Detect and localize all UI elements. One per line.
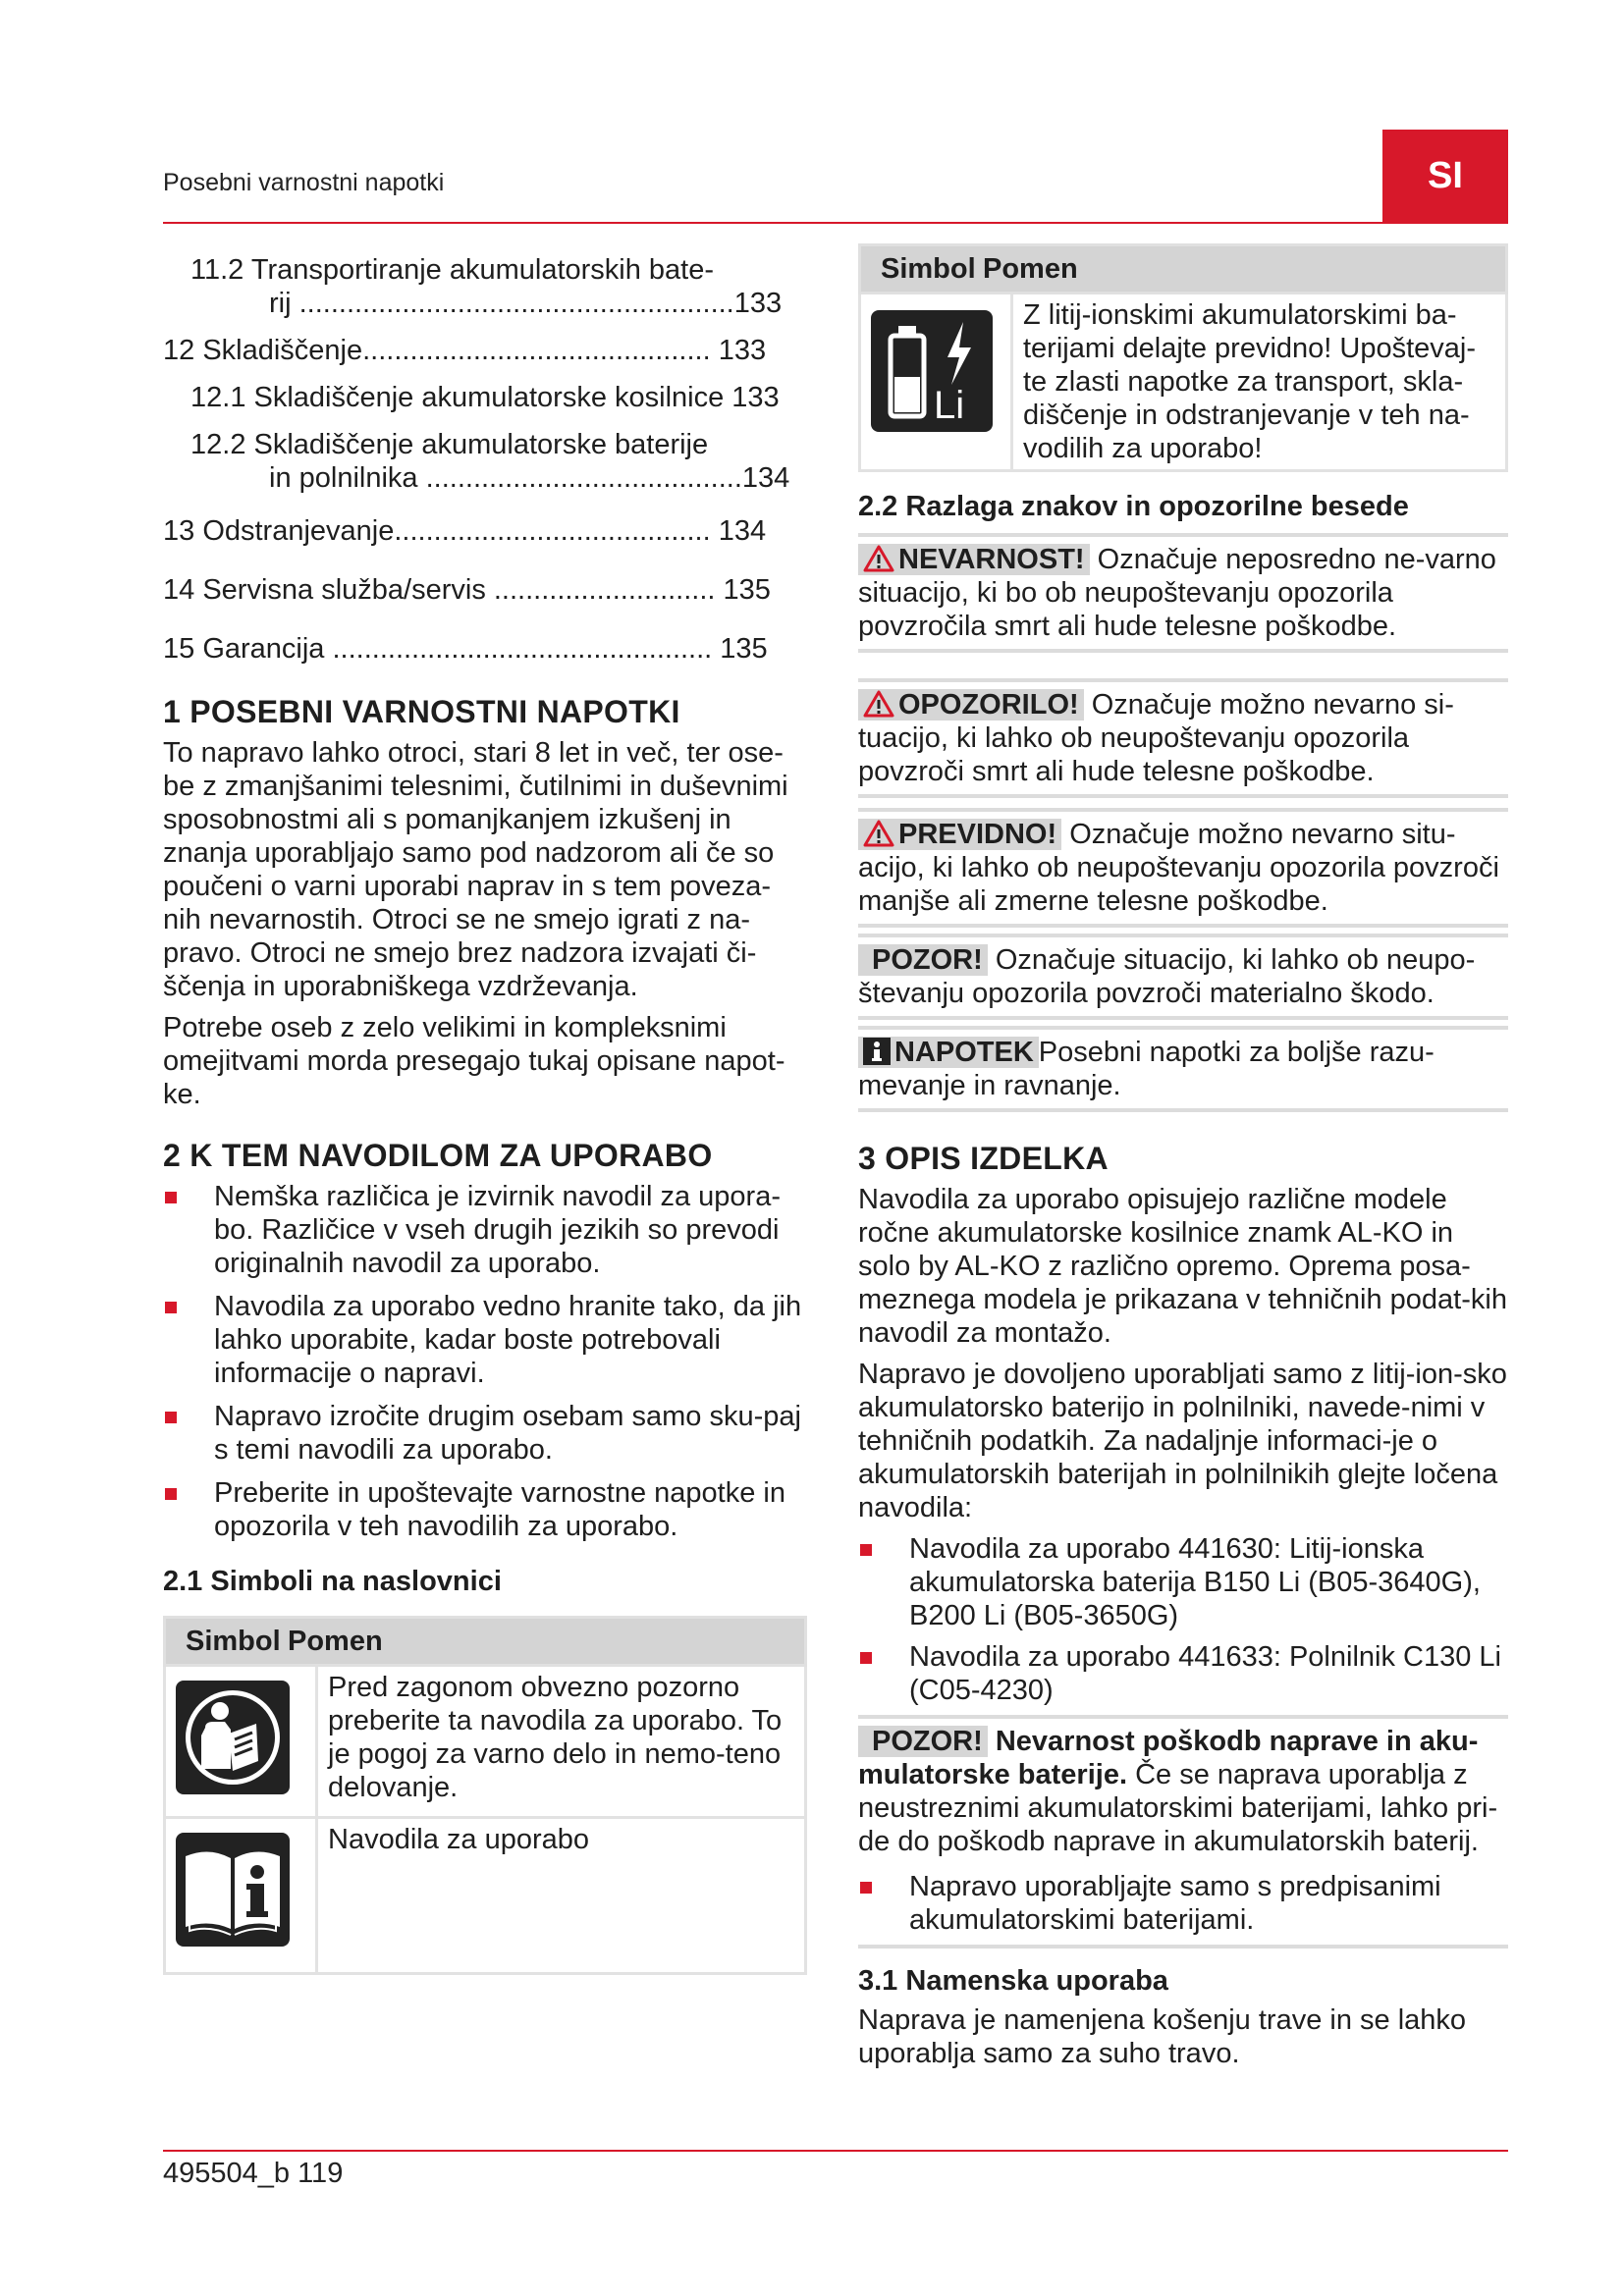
- info-icon: [863, 1038, 891, 1065]
- section-heading-3: 3 OPIS IZDELKA: [858, 1141, 1109, 1176]
- warning-block: [858, 678, 1508, 798]
- symbol-cell: [165, 1818, 317, 1974]
- section-1-paragraph-1: To napravo lahko otroci, stari 8 let in več, ter ose-be z zmanjšanimi telesnimi, čutilnimi in duševnimi sposobnostmi ali s pomanjkanjem izkušenj in znanja uporabljajo samo pod nadzorom ali če so poučeni o varni uporabi naprav in s tem poveza-nih nevarnostih. Otroci se ne smejo igrati z na-pravo. Otroci ne smejo brez nadzora izvajati či-ščenja in uporabniškega vzdrževanja.: [163, 737, 788, 1002]
- notice-description: Če se naprava uporablja z neustreznimi akumulatorskimi baterijami, lahko pri-de do poškodb naprave in akumulatorskih baterij.: [858, 1759, 1498, 1857]
- footer-page-info: 495504_b 119: [163, 2158, 344, 2189]
- column-header-meaning: Pomen: [983, 253, 1078, 285]
- caution-label: PREVIDNO!: [858, 819, 1061, 850]
- table-header-row: [165, 1618, 806, 1666]
- note-block: [858, 1026, 1508, 1112]
- list-item: Preberite in upoštevajte varnostne napotke in opozorila v teh navodilih za uporabo.: [163, 1476, 807, 1543]
- table-of-contents: [163, 253, 807, 666]
- battery-icon-label: Li: [934, 384, 965, 427]
- symbol-cell: [165, 1666, 317, 1818]
- toc-entry-11-2[interactable]: 11.2 Transportiranje akumulatorskih bate- rij .......................................................133: [190, 254, 783, 319]
- list-item: Napravo izročite drugim osebam samo sku-paj s temi navodili za uporabo.: [163, 1400, 807, 1467]
- section-3-paragraph-2: Napravo je dovoljeno uporabljati samo z litij-ion-sko akumulatorsko baterijo in polnilniki, navede-nimi v tehničnih podatkih. Za nadaljnje informaci-je o akumulatorskih baterijah in polnilnikih glejte ločena navodila:: [858, 1359, 1507, 1523]
- list-item: Nemška različica je izvirnik navodil za upora-bo. Različice v vseh drugih jezikih so prevodi originalnih navodil za uporabo.: [163, 1180, 807, 1280]
- section-heading-2: 2 K TEM NAVODILOM ZA UPORABO: [163, 1138, 713, 1173]
- subsection-heading-2-1: 2.1 Simboli na naslovnici: [163, 1566, 502, 1597]
- toc-entry-14[interactable]: 14 Servisna služba/servis ............................ 135: [163, 574, 771, 606]
- column-header-symbol: Simbol: [881, 253, 976, 285]
- section-3-list: [858, 1532, 1508, 1707]
- left-column: [163, 253, 807, 1975]
- list-item: Napravo uporabljajte samo s predpisanimi akumulatorskimi baterijami.: [858, 1870, 1508, 1937]
- meaning-cell: Z litij-ionskimi akumulatorskimi ba-terijami delajte previdno! Upoštevaj-te zlasti napotke za transport, skla-diščenje in odstranjevanje v teh na-vodilih za uporabo!: [1012, 294, 1507, 471]
- warning-triangle-icon: [863, 820, 894, 847]
- note-description: Posebni napotki za boljše razu-mevanje in ravnanje.: [858, 1037, 1435, 1101]
- list-item: Navodila za uporabo 441633: Polnilnik C130 Li (C05-4230): [858, 1640, 1508, 1707]
- danger-block: [858, 533, 1508, 653]
- running-header: Posebni varnostni napotki: [163, 169, 445, 196]
- notice-label: POZOR!: [858, 1726, 988, 1757]
- warning-label: OPOZORILO!: [858, 689, 1084, 721]
- notice-label: POZOR!: [858, 944, 988, 976]
- battery-symbol-table: [858, 243, 1508, 472]
- notice-block: [858, 934, 1508, 1020]
- warning-description: Označuje možno nevarno si-tuacijo, ki lahko ob neupoštevanju opozorila povzroči smrt ali hude telesne poškodbe.: [858, 689, 1454, 787]
- toc-entry-12-2[interactable]: 12.2 Skladiščenje akumulatorske baterije in polnilnika ........................................134: [190, 429, 790, 494]
- table-row: [165, 1666, 806, 1818]
- caution-description: Označuje možno nevarno situ-acijo, ki lahko ob neupoštevanju opozorila povzroči manjše ali zmerne telesne poškodbe.: [858, 819, 1499, 917]
- table-row: [165, 1818, 806, 1974]
- warning-triangle-icon: [863, 545, 894, 572]
- column-header-meaning: Pomen: [288, 1626, 383, 1657]
- notice-action-list: [858, 1870, 1508, 1937]
- battery-notice-action: [858, 1870, 1508, 1949]
- caution-block: [858, 808, 1508, 928]
- manual-info-icon: [174, 1831, 292, 1949]
- column-header-symbol: Simbol: [186, 1626, 281, 1657]
- table-header: [165, 1618, 806, 1666]
- right-column: [858, 243, 1508, 2070]
- meaning-cell: Navodila za uporabo: [317, 1818, 806, 1974]
- language-badge: SI: [1382, 130, 1508, 222]
- table-header-row: [860, 245, 1507, 294]
- notice-headline: Nevarnost poškodb naprave in aku-mulatorske baterije.: [858, 1726, 1479, 1790]
- footer-divider: [163, 2150, 1508, 2152]
- header-divider: [163, 222, 1508, 224]
- section-3-1-paragraph: Naprava je namenjena košenju trave in se lahko uporablja samo za suho travo.: [858, 2004, 1467, 2069]
- toc-entry-15[interactable]: 15 Garancija ................................................ 135: [163, 633, 768, 665]
- toc-entry-12[interactable]: 12 Skladiščenje............................................ 133: [163, 335, 767, 366]
- subsection-heading-2-2: 2.2 Razlaga znakov in opozorilne besede: [858, 491, 1409, 522]
- warning-triangle-icon: [863, 690, 894, 718]
- danger-description: Označuje neposredno ne-varno situacijo, ki bo ob neupoštevanju opozorila povzročila smrt ali hude telesne poškodbe.: [858, 544, 1496, 642]
- section-2-list: [163, 1180, 807, 1543]
- list-item: Navodila za uporabo vedno hranite tako, da jih lahko uporabite, kadar boste potrebovali informacije o napravi.: [163, 1290, 807, 1390]
- read-manual-icon: [174, 1679, 292, 1796]
- section-3-paragraph-1: Navodila za uporabo opisujejo različne modele ročne akumulatorske kosilnice znamk AL-KO in solo by AL-KO z različno opremo. Oprema posa-meznega modela je prikazana v tehničnih podat-kih navodil za montažo.: [858, 1184, 1507, 1349]
- section-1-paragraph-2: Potrebe oseb z zelo velikimi in kompleksnimi omejitvami morda presegajo tukaj opisane napot-ke.: [163, 1012, 785, 1110]
- danger-label: NEVARNOST!: [858, 544, 1090, 575]
- table-header: [860, 245, 1507, 294]
- toc-entry-12-1[interactable]: 12.1 Skladiščenje akumulatorske kosilnice 133: [190, 382, 780, 413]
- battery-notice-block: [858, 1715, 1508, 1864]
- cover-symbols-table: [163, 1616, 807, 1975]
- subsection-heading-3-1: 3.1 Namenska uporaba: [858, 1965, 1168, 1997]
- section-heading-1: 1 POSEBNI VARNOSTNI NAPOTKI: [163, 694, 680, 729]
- table-row: [860, 294, 1507, 471]
- note-label: NAPOTEK: [858, 1037, 1039, 1068]
- meaning-cell: Pred zagonom obvezno pozorno preberite ta navodila za uporabo. To je pogoj za varno delo in nemo-teno delovanje.: [317, 1666, 806, 1818]
- toc-entry-13[interactable]: 13 Odstranjevanje........................................ 134: [163, 515, 767, 547]
- symbol-cell: [860, 294, 1012, 471]
- notice-description: Označuje situacijo, ki lahko ob neupo-števanju opozorila povzroči materialno škodo.: [858, 944, 1476, 1009]
- lithium-battery-icon: [869, 308, 995, 434]
- list-item: Navodila za uporabo 441630: Litij-ionska akumulatorska baterija B150 Li (B05-3640G), B200 Li (B05-3650G): [858, 1532, 1508, 1632]
